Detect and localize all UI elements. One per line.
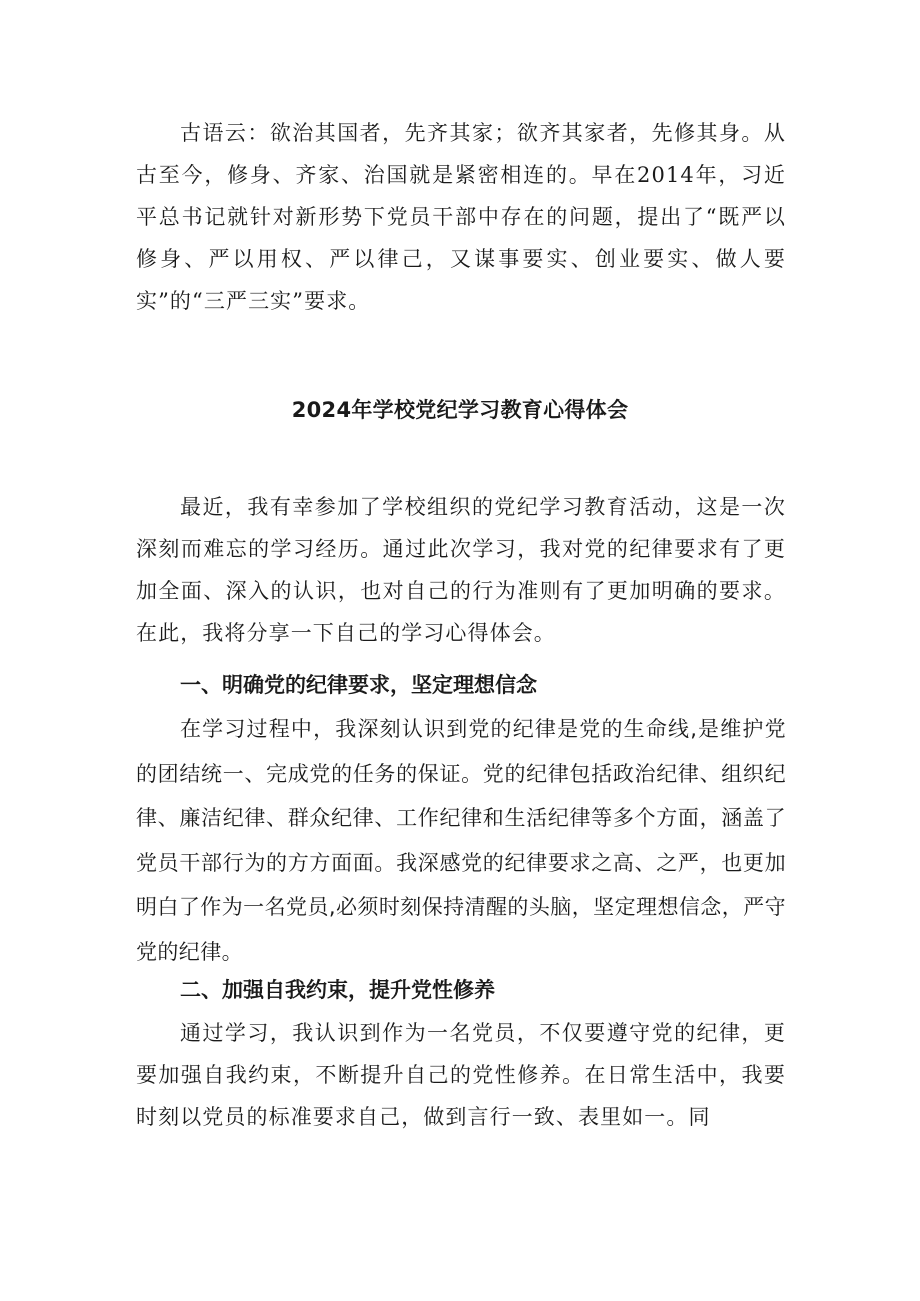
section-1-body: 在学习过程中，我深刻认识到党的纪律是党的生命线,是维护党的团结统一、完成党的任务的保证。党的纪律包括政治纪律、组织纪律、廉洁纪律、群众纪律、工作纪律和生活纪律等多个方面，涵盖了党员干部行为的方方面面。我深感党的纪律要求之高、之严，也更加明白了作为一名党员,必须时刻保持清醒的头脑，坚定理想信念，严守党的纪律。 — [136, 717, 786, 964]
section-1-heading: 一、明确党的纪律要求，坚定理想信念 — [180, 673, 537, 697]
page-title: 2024年学校党纪学习教育心得体会 — [291, 398, 629, 422]
intro-paragraph: 古语云：欲治其国者，先齐其家；欲齐其家者，先修其身。从古至今，修身、齐家、治国就是紧密相连的。早在2014年，习近平总书记就针对新形势下党员干部中存在的问题，提出了“既严以修身、严以用权、严以律己，又谋事要实、创业要实、做人要实”的“三严三实”要求。 — [136, 121, 786, 313]
section-2-body: 通过学习，我认识到作为一名党员，不仅要遵守党的纪律，更要加强自我约束，不断提升自己的党性修养。在日常生活中，我要时刻以党员的标准要求自己，做到言行一致、表里如一。同 — [136, 1021, 786, 1129]
section-2-heading: 二、加强自我约束，提升党性修养 — [180, 978, 495, 1002]
opening-paragraph: 最近，我有幸参加了学校组织的党纪学习教育活动，这是一次深刻而难忘的学习经历。通过此次学习，我对党的纪律要求有了更加全面、深入的认识，也对自己的行为准则有了更加明确的要求。在此，我将分享一下自己的学习心得体会。 — [136, 495, 786, 645]
